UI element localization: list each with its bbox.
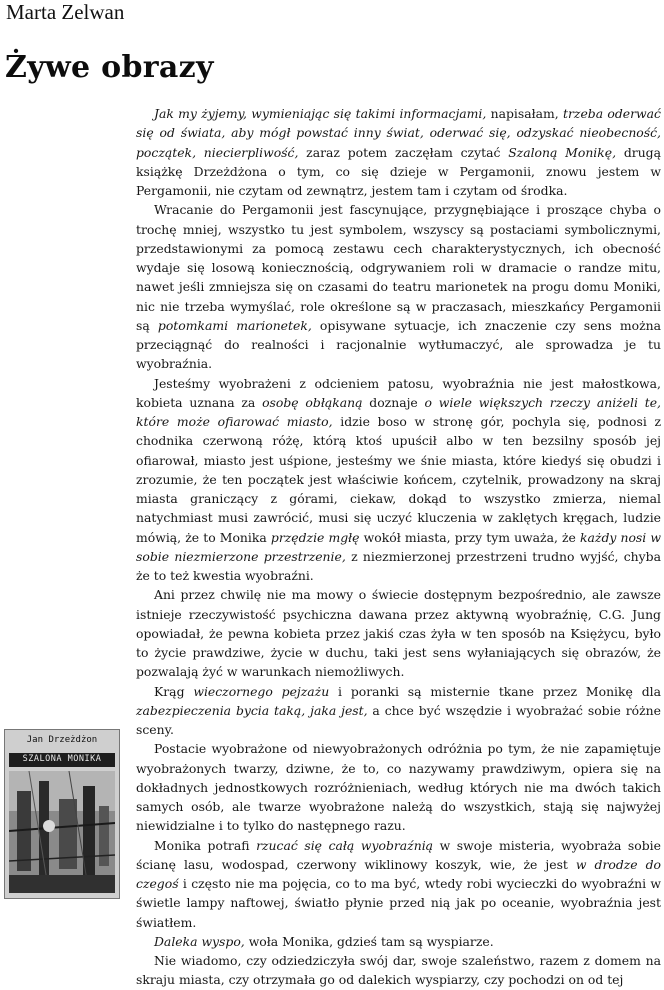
paragraph bbox=[136, 951, 661, 990]
text-run: i często nie ma pojęcia, co to ma być, wtedy robi wycieczki do wyobraźni w świetle lampy naftowej, światło płynie przed nią jak po oceanie, wyobraźnia jest światłem. bbox=[136, 876, 661, 930]
italic-book-title: Szaloną Monikę, bbox=[508, 144, 617, 160]
paragraph bbox=[136, 682, 661, 740]
italic-phrase: wieczornego pejzażu bbox=[193, 683, 330, 699]
article-title: Żywe obrazy bbox=[5, 50, 214, 85]
text-run: zaraz potem zaczęłam czytać bbox=[298, 144, 509, 160]
italic-phrase: Jak my żyjemy, wymieniając się takimi informacjami, bbox=[154, 106, 487, 121]
text-run: Postacie wyobrażone od niewyobrażonych odróżnia po tym, że nie zapamiętuje wyobrażonych twarzy, dziwne, że to, co nazywamy prawdziwym, opiera się na dokładnych jednostkowych rozróżnieniach, według których nie ma dwóch takich samych osób, ale twarze wyobrażone należą do wszystkich, stają się najwyżej niewidzialne i to tylko do następnego razu. bbox=[136, 741, 661, 834]
text-run: z niezmierzonej przestrzeni trudno wyjść, chyba że to też kwestia wyobraźni. bbox=[136, 548, 661, 583]
text-run: Monika potrafi bbox=[154, 837, 257, 853]
italic-phrase: trzeba oderwać się od świata, aby mógł powstać inny świat, oderwać się, odzyskać nieobecność, początek, niecierpliwość, bbox=[136, 106, 661, 160]
italic-phrase: każdy nosi w sobie niezmierzone przestrzenie, bbox=[136, 529, 661, 564]
text-run: drugą książkę Drzeżdżona o tym, co się dzieje w Pergamonii, znowu jestem w Pergamonii, nie czytam od zewnątrz, jestem tam i czytam od środka. bbox=[136, 144, 661, 198]
paragraph bbox=[136, 374, 661, 586]
text-run: wokół miasta, przy tym uważa, że bbox=[359, 529, 581, 545]
text-run: Wracanie do Pergamonii jest fascynujące, przygnębiające i proszące chyba o trochę mniej, wszystko tu jest symbolem, wszyscy są postaciami symbolicznymi, przedstawionymi za pomocą zestawu cech charakterystycznych, ich obecność wydaje się losową koniecznością, odgrywaniem roli w dramacie o randze mitu, nawet jeśli zmniejsza się on czasami do teatru marionetek na progu domu Moniki, nic nie trzeba wymyślać, role określone są w praczasach, mieszkańcy Pergamonii są bbox=[136, 202, 661, 333]
paragraph bbox=[136, 836, 661, 932]
paragraph bbox=[136, 200, 661, 373]
italic-phrase: zabezpieczenia bycia taką, jaka jest, bbox=[136, 702, 368, 718]
text-run: Jesteśmy wyobrażeni z odcieniem patosu, wyobraźnia nie jest małostkowa, kobieta uznana za bbox=[136, 375, 661, 410]
italic-phrase: o wiele większych rzeczy aniżeli te, które może ofiarować miasto, bbox=[136, 394, 661, 429]
text-run: Krąg bbox=[154, 683, 194, 699]
italic-phrase: potomkami marionetek, bbox=[157, 317, 312, 333]
text-run: w swoje misteria, wyobraża sobie ścianę lasu, wodospad, czerwony wiklinowy koszyk, wie, że jest bbox=[136, 837, 661, 872]
article-body bbox=[136, 104, 661, 990]
paragraph bbox=[136, 585, 661, 681]
author-name: Marta Zelwan bbox=[6, 0, 125, 24]
text-run: napisałam, bbox=[486, 106, 564, 121]
cover-photo-image bbox=[9, 771, 115, 893]
text-run: Nie wiadomo, czy odziedziczyła swój dar, swoje szaleństwo, razem z domem na skraju miasta, czy otrzymała go od dalekich wyspiarzy, czy pochodzi on od tej bbox=[136, 953, 661, 988]
cover-title: SZALONA MONIKA bbox=[22, 754, 102, 764]
italic-phrase: rzucać się całą wyobraźnią bbox=[256, 837, 434, 853]
paragraph bbox=[136, 104, 661, 200]
paragraph bbox=[136, 739, 661, 835]
book-cover bbox=[4, 729, 120, 899]
cover-author: Jan Drzeżdżon bbox=[26, 735, 98, 745]
text-run: i poranki są misternie tkane przez Monikę dla bbox=[329, 683, 661, 699]
text-run: woła Monika, gdzieś tam są wyspiarze. bbox=[244, 933, 494, 949]
text-run: idzie boso w stronę gór, pochyla się, podnosi z chodnika czerwoną różę, którą ktoś upuścił albo w ten bezsilny sposób jej ofiarował, miasto jest uśpione, jesteśmy we śnie miasta, które kiedyś się obudzi i zrozumie, że ten początek jest właściwie końcem, czytelnik, prowadzony na skraj miasta graniczący z górami, ciekaw, dokąd to wszystko zmierza, niemal natychmiast musi zawrócić, musi się uczyć kluczenia w zaklętych kręgach, ludzie mówią, że to Monika bbox=[136, 414, 661, 545]
text-run: Ani przez chwilę nie ma mowy o świecie dostępnym bezpośrednio, ale zawsze istnieje rzeczywistość psychiczna dawana przez aktywną wyobraźnię, C.G. Jung opowiadał, że pewna kobieta przez jakiś czas żyła w ten sposób na Księżycu, było to życie prawdziwe, życie w duchu, taki jest sens wyłaniających się obrazów, że pozwalają żyć w warunkach niemożliwych. bbox=[136, 587, 661, 680]
text-run: opisywane sytuacje, ich znaczenie czy sens można przeciągnąć do realności i racjonalnie wytłumaczyć, ale sprowadza je tu wyobraźnia. bbox=[136, 317, 661, 372]
italic-phrase: Daleka wyspo, bbox=[154, 933, 245, 949]
italic-phrase: przędzie mgłę bbox=[270, 529, 360, 545]
italic-phrase: osobę obłąkaną bbox=[262, 394, 363, 410]
text-run: a chce być wszędzie i wyobrażać sobie różne sceny. bbox=[136, 702, 661, 737]
text-run: doznaje bbox=[362, 394, 425, 410]
italic-phrase: w drodze do czegoś bbox=[136, 856, 662, 891]
paragraph bbox=[136, 932, 661, 951]
